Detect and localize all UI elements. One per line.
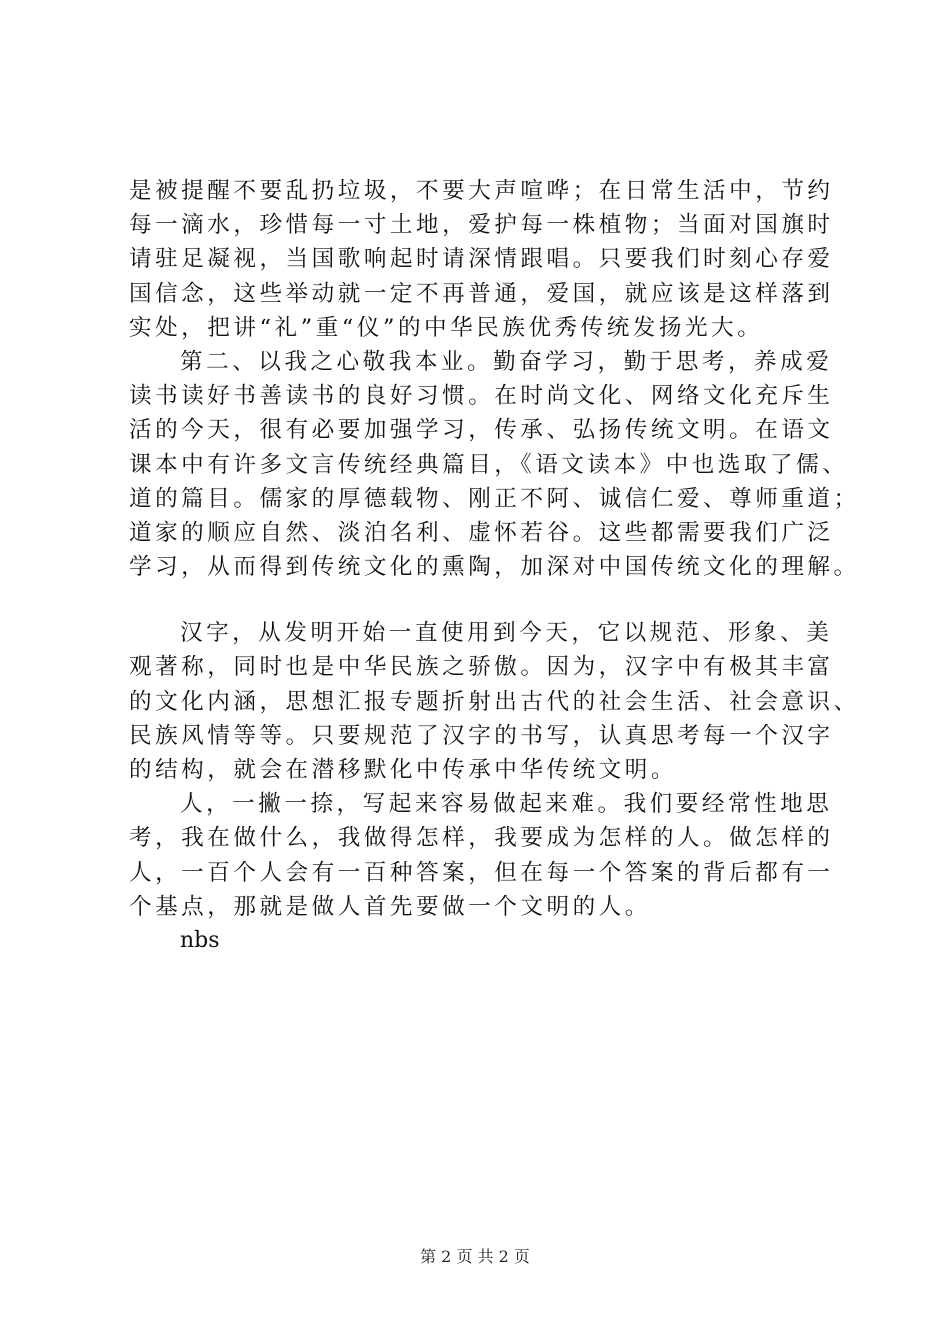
paragraph-line: 读书读好书善读书的良好习惯。在时尚文化、网络文化充斥生	[129, 383, 834, 410]
paragraph-line: 国信念，这些举动就一定不再普通，爱国，就应该是这样落到	[129, 280, 834, 307]
paragraph-line: 观著称，同时也是中华民族之骄傲。因为，汉字中有极其丰富	[129, 654, 834, 681]
paragraph-line: 的结构，就会在潜移默化中传承中华传统文明。	[129, 757, 677, 783]
paragraph-line: 道的篇目。儒家的厚德载物、刚正不阿、诚信仁爱、尊师重道；	[129, 485, 860, 512]
paragraph-line: 是被提醒不要乱扔垃圾，不要大声喧哗；在日常生活中，节约	[129, 178, 834, 204]
paragraph-line: 个基点，那就是做人首先要做一个文明的人。	[129, 893, 651, 920]
paragraph-first-line: 第二、以我之心敬我本业。勤奋学习，勤于思考，养成爱	[180, 348, 833, 375]
document-body	[129, 174, 860, 958]
page-number-label: 第 2 页 共 2 页	[420, 1247, 530, 1266]
paragraph-line: 道家的顺应自然、淡泊名利、虚怀若谷。这些都需要我们广泛	[129, 519, 834, 546]
paragraph-line: 学习，从而得到传统文化的熏陶，加深对中国传统文化的理解。	[129, 554, 860, 581]
truncated-text-line: nbs	[180, 927, 220, 953]
paragraph-line: 的文化内涵，思想汇报专题折射出古代的社会生活、社会意识、	[129, 688, 860, 715]
paragraph-line: 民族风情等等。只要规范了汉字的书写，认真思考每一个汉字	[129, 722, 834, 749]
paragraph-line: 请驻足凝视，当国歌响起时请深情跟唱。只要我们时刻心存爱	[129, 246, 834, 273]
paragraph-line: 活的今天，很有必要加强学习，传承、弘扬传统文明。在语文	[129, 417, 834, 444]
paragraph-line: 课本中有许多文言传统经典篇目，《语文读本》中也选取了儒、	[129, 451, 849, 478]
paragraph-line: 每一滴水，珍惜每一寸土地，爱护每一株植物；当面对国旗时	[129, 212, 834, 239]
paragraph-first-line: 汉字，从发明开始一直使用到今天，它以规范、形象、美	[180, 620, 833, 647]
paragraph-line: 考，我在做什么，我做得怎样，我要成为怎样的人。做怎样的	[129, 825, 834, 852]
paragraph-first-line: 人，一撇一捺，写起来容易做起来难。我们要经常性地思	[180, 791, 833, 818]
paragraph-gap	[129, 584, 849, 616]
page-footer	[0, 1244, 950, 1267]
paragraph-line: 人，一百个人会有一百种答案，但在每一个答案的背后都有一	[129, 859, 834, 886]
paragraph-line: 实处，把讲“礼”重“仪”的中华民族优秀传统发扬光大。	[129, 314, 764, 341]
